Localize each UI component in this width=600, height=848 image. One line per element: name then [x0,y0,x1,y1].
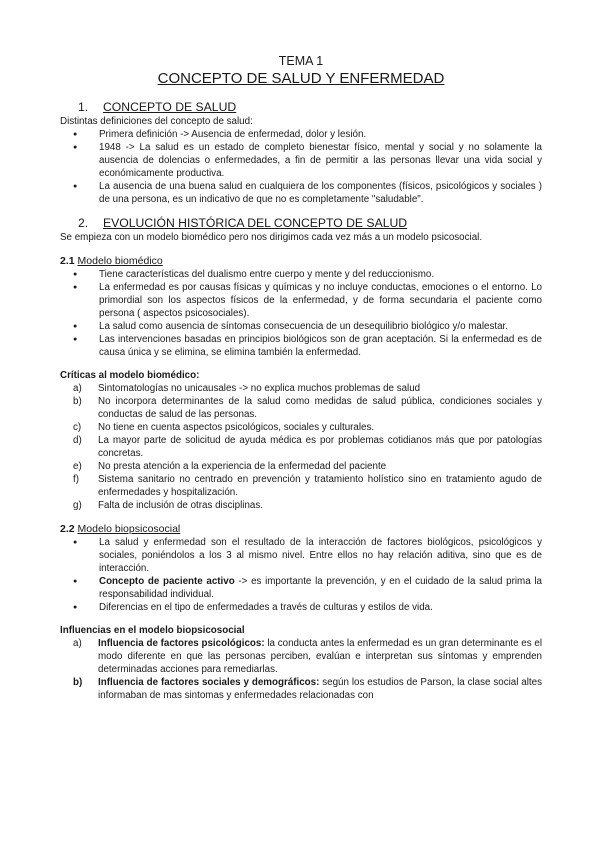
list-marker: e) [73,461,82,472]
topic-number: TEMA 1 [278,54,324,68]
section-1-title: CONCEPTO DE SALUD [103,100,237,114]
section-2-number: 2. [78,216,89,230]
list-item-bold: Influencia de factores sociales y demográficos: [98,677,320,688]
list-item-text: No incorpora determinantes de la salud como medidas de salud pública, condiciones sociales y conductas de salud de las personas. [98,396,542,420]
list-item: ● La salud y enfermedad son el resultado de la interacción de factores biológicos, psicológicos y sociales, poniéndolos a los 3 al mismo nivel. Entre ellos no hay relación aditiva, sino que es de interacción. [91,536,542,575]
list-item-bold: Concepto de paciente activo [99,576,235,587]
section-2-1-heading [60,254,542,268]
list-item-text: No presta atención a la experiencia de la enfermedad del paciente [98,461,387,472]
list-item: ● Las intervenciones basadas en principios biológicos son de gran aceptación. Si la enfermedad es de causa única y se elimina, se elimina también la enfermedad. [91,333,542,359]
list-item: ● La enfermedad es por causas físicas y químicas y no incluye conductas, emociones o el entorno. Lo primordial son los aspectos físicos de la enfermedad, y de forma secundaria el paciente como persona ( aspectos psicosociales). [91,281,542,320]
list-item [73,499,542,512]
list-item: ● La salud como ausencia de síntomas consecuencia de un desequilibrio biológico y/o malestar. [91,320,542,333]
list-item-text: Falta de inclusión de otras disciplinas. [98,500,264,511]
list-item [73,676,542,702]
list-marker: a) [73,638,82,649]
list-marker: d) [73,435,82,446]
list-item-text: No tiene en cuenta aspectos psicológicos, sociales y culturales. [98,422,375,433]
section-2-1-list [60,268,542,359]
list-item: ● La ausencia de una buena salud en cualquiera de los componentes (físicos, psicológicos y sociales ) de una persona, es un indicativo de que no es completamente "saludable". [91,180,542,206]
list-item-text: -> es importante la prevención, y en el cuidado de la salud prima la responsabilidad individual. [99,576,542,600]
list-item: ● Tiene características del dualismo entre cuerpo y mente y del reduccionismo. [91,268,542,281]
section-2-2-heading [60,522,542,536]
list-marker: b) [73,677,83,688]
document-page [60,54,542,702]
list-marker: g) [73,500,82,511]
list-item-text: la conducta antes la enfermedad es un gran determinante es el modo diferente en que las personas perciben, evalúan e interpretan sus síntomas y emprenden determinadas acciones para remediarlas. [98,638,542,675]
list-item: ● 1948 -> La salud es un estado de completo bienestar físico, mental y social y no solamente la ausencia de dolencias o enfermedades, a fin de permitir a las personas llevar una vida social y económicamente productiva. [91,141,542,180]
list-item [73,460,542,473]
section-2-1-number: 2.1 [60,255,75,267]
list-item [73,637,542,676]
section-2-2-title: Modelo biopsicosocial [77,523,181,535]
section-2-heading [60,216,542,231]
section-1-list [60,128,542,206]
list-item-text: Sistema sanitario no centrado en prevención y tratamiento holístico sino en tratamiento agudo de enfermedades y hospitalización. [98,474,542,498]
section-1-intro: Distintas definiciones del concepto de salud: [60,116,253,127]
influencias-list [60,637,542,702]
list-item-text: La mayor parte de solicitud de ayuda médica es por problemas cotidianos más que por patologías concretas. [98,435,542,459]
section-2-title: EVOLUCIÓN HISTÓRICA DEL CONCEPTO DE SALUD [103,216,408,230]
list-item [73,382,542,395]
list-item [73,421,542,434]
list-item-bold: Influencia de factores psicológicos: [98,638,265,649]
section-2-2-list [60,536,542,614]
influencias-heading: Influencias en el modelo biopsicosocial [60,625,245,636]
list-item: ● Diferencias en el tipo de enfermedades a través de culturas y estilos de vida. [91,601,542,614]
list-marker: f) [73,474,79,485]
list-item [73,395,542,421]
section-2-1-title: Modelo biomédico [77,255,163,267]
list-item [73,473,542,499]
list-marker: a) [73,383,82,394]
list-item [91,575,542,601]
section-2-2-number: 2.2 [60,523,75,535]
list-item [73,434,542,460]
criticas-list [60,382,542,512]
list-item-text: según los estudios de Parson, la clase social altes informaban de mas sintomas y enfermedades relacionadas con [98,677,542,701]
section-1-number: 1. [78,100,89,114]
list-item-text: Sintomatologías no unicausales -> no explica muchos problemas de salud [98,383,421,394]
section-1-heading [60,100,542,115]
section-2-intro: Se empieza con un modelo biomédico pero nos dirigimos cada vez más a un modelo psicosocial. [60,232,483,243]
document-title: CONCEPTO DE SALUD Y ENFERMEDAD [157,70,445,87]
list-item: ● Primera definición -> Ausencia de enfermedad, dolor y lesión. [91,128,542,141]
criticas-heading: Críticas al modelo biomédico: [60,370,200,381]
list-marker: b) [73,396,82,407]
list-marker: c) [73,422,82,433]
